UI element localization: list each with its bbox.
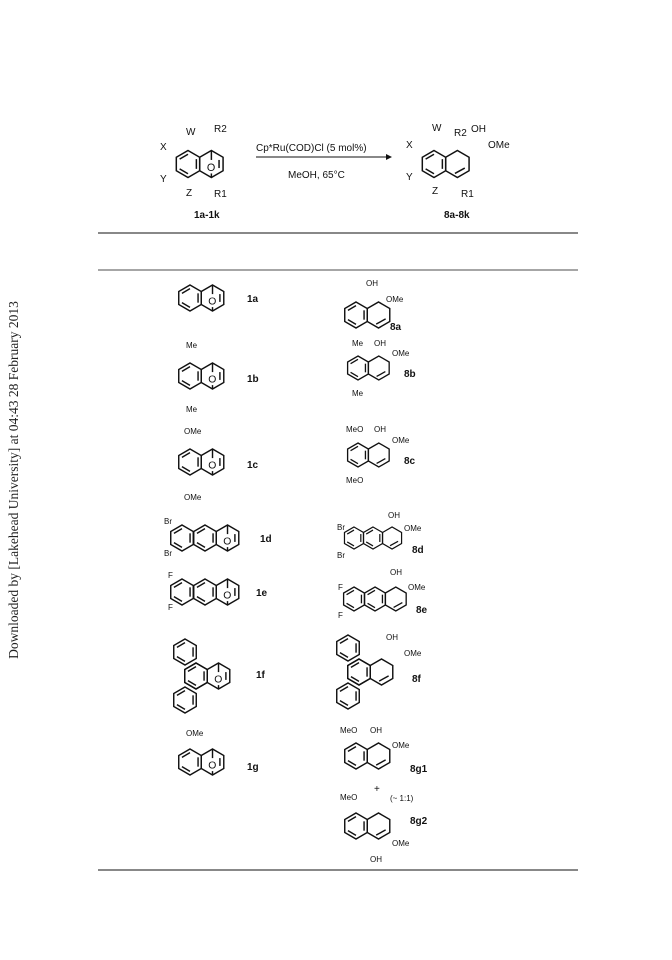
reactant-label-1e: 1e (256, 588, 268, 599)
ome-8a: OMe (386, 295, 404, 304)
row-1c (179, 425, 416, 502)
me-bottom-8b: Me (352, 389, 364, 398)
sub-R2: R2 (214, 124, 227, 135)
prod-R2: R2 (454, 128, 467, 139)
oh-8e: OH (390, 568, 402, 577)
reactant-label-1c: 1c (247, 460, 259, 471)
f-top-1e: F (168, 571, 173, 580)
me-bottom-1b: Me (186, 405, 198, 414)
sub-X: X (160, 142, 167, 153)
product-label-8a: 8a (390, 322, 402, 333)
ome-8g1: OMe (392, 741, 410, 750)
row-1b (179, 339, 416, 414)
f-bottom-1e: F (168, 603, 173, 612)
product-label-8g1: 8g1 (410, 764, 428, 775)
prod-R1: R1 (461, 189, 474, 200)
prod-Z: Z (432, 186, 439, 197)
oh-8b: OH (374, 339, 386, 348)
row-1g (179, 726, 428, 775)
product-label-8g2: 8g2 (410, 816, 428, 827)
ome-8b: OMe (392, 349, 410, 358)
product-label-8d: 8d (412, 545, 424, 556)
sub-R1: R1 (214, 189, 227, 200)
f-top-8e: F (338, 583, 343, 592)
ratio: (~ 1:1) (390, 794, 414, 803)
oh-8f: OH (386, 633, 398, 642)
meo-8g1: MeO (340, 726, 358, 735)
reactant-label-1g: 1g (247, 762, 259, 773)
product-general (406, 123, 510, 221)
br-bottom-1d: Br (164, 549, 172, 558)
reactant-general (160, 124, 227, 221)
prod-X: X (406, 140, 413, 151)
reactant-label-1b: 1b (247, 374, 259, 385)
sub-Z: Z (186, 188, 193, 199)
ome-8e: OMe (408, 583, 426, 592)
meo-top-8c: MeO (346, 425, 364, 434)
prod-OMe: OMe (488, 140, 510, 151)
me-top-8b: Me (352, 339, 364, 348)
ome-1g: OMe (186, 729, 204, 738)
ome-top-1c: OMe (184, 427, 202, 436)
product-label-8e: 8e (416, 605, 428, 616)
sub-Y: Y (160, 174, 167, 185)
reactant-label-1d: 1d (260, 534, 272, 545)
ome-bottom-1c: OMe (184, 493, 202, 502)
scheme-figure: O W X Y Z R2 R1 1a-1k Cp*Ru(COD)Cl (5 mol%) MeOH, 65°C W R2 OH OMe X Y Z R1 8a-8k 1a OH OMe 8a Me Me 1b Me OH OMe Me 8b OMe OMe 1c MeO OH OMe MeO 8c Br Br 1d Br Br OH OMe 8d F F 1e F F OH OMe 8e 1f OH OMe 8f OMe 1g MeO OH OMe 8g1 + (~ 1:1) MeO OMe OH 8g2 (14, 0, 510, 864)
catalyst: Cp*Ru(COD)Cl (5 mol%) (256, 143, 367, 154)
prod-W: W (432, 123, 442, 134)
product-label: 8a-8k (444, 210, 470, 221)
f-bottom-8e: F (338, 611, 343, 620)
plus-sign: + (374, 784, 380, 795)
row-1d (164, 511, 424, 560)
ome-8d: OMe (404, 524, 422, 533)
meo-bottom-8c: MeO (346, 476, 364, 485)
reactant-label-1a: 1a (247, 294, 259, 305)
product-label-8f: 8f (412, 674, 421, 685)
sub-W: W (186, 127, 196, 138)
product-8g2 (340, 784, 428, 864)
product-label-8c: 8c (404, 456, 416, 467)
row-1e (168, 568, 428, 620)
br-top-8d: Br (337, 523, 345, 532)
conditions: MeOH, 65°C (288, 170, 345, 181)
row-1a (179, 279, 404, 333)
br-bottom-8d: Br (337, 551, 345, 560)
oh-8c: OH (374, 425, 386, 434)
ome-8f: OMe (404, 649, 422, 658)
reactant-label-1f: 1f (256, 670, 265, 681)
oh-8g1: OH (370, 726, 382, 735)
row-1f (174, 633, 422, 713)
ome-8c: OMe (392, 436, 410, 445)
oh-8a: OH (366, 279, 378, 288)
ome-8g2: OMe (392, 839, 410, 848)
reactant-label: 1a-1k (194, 210, 220, 221)
download-notice-text: Downloaded by [Lakehead University] at 04:43 28 February 2013 (6, 301, 21, 659)
br-top-1d: Br (164, 517, 172, 526)
prod-OH: OH (471, 124, 486, 135)
reaction-arrow (256, 143, 392, 181)
me-top-1b: Me (186, 341, 198, 350)
oh-8d: OH (388, 511, 400, 520)
oh-8g2: OH (370, 855, 382, 864)
prod-Y: Y (406, 172, 413, 183)
product-label-8b: 8b (404, 369, 416, 380)
meo-8g2: MeO (340, 793, 358, 802)
